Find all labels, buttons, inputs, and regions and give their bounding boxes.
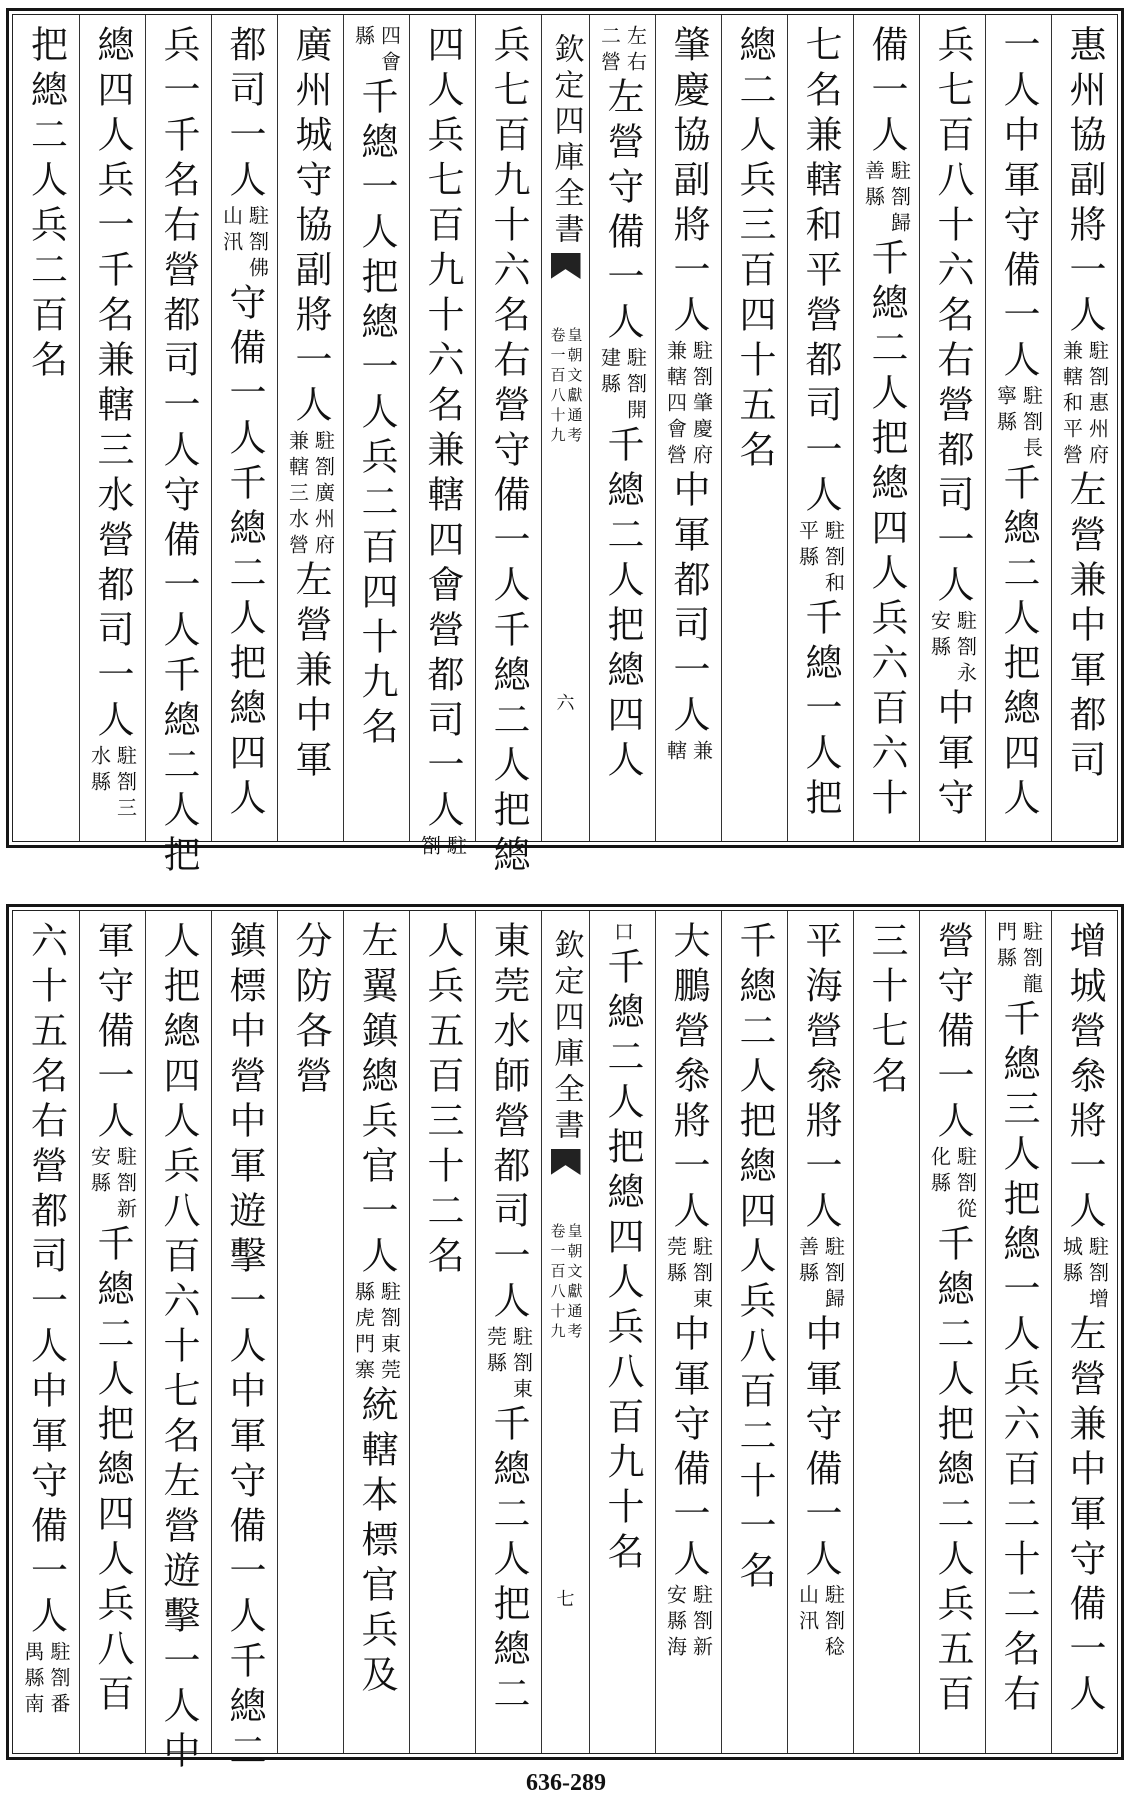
main-text: 人把總四人兵八百六十七名左營遊擊一人中 [157, 921, 200, 1776]
annotation-line: 駐劄稔 [821, 1584, 846, 1662]
text-column [721, 15, 787, 841]
text-column [145, 911, 211, 1776]
annotation-line: 寧縣 [993, 385, 1018, 437]
main-text: 兵七百八十六名右營都司一人 [931, 25, 974, 610]
main-text: 守備一人千總二人把總四人 [223, 283, 266, 823]
upper-column-row [13, 15, 1117, 880]
fishtail-mark [551, 1149, 581, 1175]
main-text: 千總二人把總四人 [601, 425, 644, 785]
main-text: 東莞水師營都司一人 [487, 921, 530, 1326]
text-column [1051, 911, 1117, 1753]
text-column [787, 15, 853, 841]
main-text: 三十七名 [865, 921, 908, 1101]
annotation-line: 兼轄和平營 [1059, 340, 1084, 470]
text-column [277, 15, 343, 841]
annotation-line: 善縣 [861, 160, 886, 212]
annotation-line: 山汛 [219, 205, 244, 257]
lower-column-row [13, 911, 1117, 1776]
annotation-note [351, 25, 403, 77]
annotation-note [483, 1326, 535, 1404]
text-column [211, 911, 277, 1776]
text-column [409, 15, 475, 861]
annotation-line: 化縣 [927, 1146, 952, 1198]
annotation-note [597, 25, 649, 77]
annotation-note [795, 520, 847, 598]
text-column [343, 15, 409, 841]
running-header [541, 15, 589, 841]
annotation-line: 駐劄東莞 [377, 1281, 402, 1385]
annotation-note [927, 610, 979, 688]
annotation-note [663, 340, 715, 470]
main-text: 肇慶協副將一人 [667, 25, 710, 340]
header-citation [549, 327, 583, 447]
annotation-line: 兼 [689, 740, 714, 766]
annotation-note [795, 1584, 847, 1662]
text-column [475, 911, 541, 1753]
annotation-line: 縣 [351, 25, 376, 51]
text-column [1051, 15, 1117, 841]
annotation-line: 安縣 [927, 610, 952, 662]
annotation-line: 平縣 [795, 520, 820, 572]
annotation-note [1059, 1236, 1111, 1314]
running-header [541, 911, 589, 1753]
text-column [211, 15, 277, 841]
main-text: 中軍守備一人 [667, 1314, 710, 1584]
annotation-note [1059, 340, 1111, 470]
annotation-line: 駐劄三 [113, 745, 138, 823]
header-title: 欽定四庫全書 [548, 929, 584, 1145]
text-column [145, 15, 211, 880]
header-volume: 卷一百八十九 [548, 327, 567, 447]
main-text: 千總二人把總四人兵六百六十 [865, 238, 908, 823]
annotation-line: 門縣 [993, 921, 1018, 973]
text-column [79, 911, 145, 1753]
fishtail-mark [551, 253, 581, 279]
annotation-note [610, 921, 636, 947]
annotation-note [927, 1146, 979, 1224]
annotation-line: 駐劄和 [821, 520, 846, 598]
main-text: 營守備一人 [931, 921, 974, 1146]
text-column [919, 15, 985, 841]
main-text: 平海營叅將一人 [799, 921, 842, 1236]
main-text: 惠州協副將一人 [1063, 25, 1106, 340]
annotation-note [663, 1236, 715, 1314]
main-text: 左營兼中軍守備一人 [1063, 1314, 1106, 1719]
annotation-line: 駐劄新 [689, 1584, 714, 1662]
main-text: 一人中軍守備一人 [997, 25, 1040, 385]
text-column [853, 911, 919, 1753]
annotation-note [861, 160, 913, 238]
annotation-line: 縣虎門寨 [351, 1281, 376, 1385]
annotation-line: 水縣 [87, 745, 112, 797]
main-text: 統轄本標官兵及 [355, 1385, 398, 1700]
upper-page-panel [6, 8, 1124, 880]
annotation-note [993, 385, 1045, 463]
text-column [79, 15, 145, 841]
main-text: 都司一人 [223, 25, 266, 205]
annotation-line: 駐劄新 [113, 1146, 138, 1224]
annotation-line: 莞縣 [483, 1326, 508, 1378]
main-text: 千總二人把總二 [487, 1404, 530, 1719]
annotation-line: 安縣海 [663, 1584, 688, 1662]
text-column [919, 911, 985, 1753]
annotation-note [795, 1236, 847, 1314]
text-column [985, 15, 1051, 841]
main-text: 增城營叅將一人 [1063, 921, 1106, 1236]
text-column [13, 15, 79, 841]
text-column [13, 911, 79, 1753]
upper-page-frame [12, 14, 1118, 880]
text-column [787, 911, 853, 1753]
annotation-line: 轄 [663, 740, 688, 766]
annotation-note [87, 745, 139, 823]
header-book-title: 皇朝文獻通考 [565, 327, 584, 447]
annotation-line: 安縣 [87, 1146, 112, 1198]
text-column [655, 911, 721, 1753]
annotation-note [20, 1641, 72, 1719]
annotation-note [219, 205, 271, 283]
annotation-line: 禺縣南 [21, 1641, 45, 1719]
header-citation [549, 1223, 583, 1343]
annotation-line: 駐劄長 [1019, 385, 1044, 463]
annotation-note [597, 347, 649, 425]
annotation-line: 二營 [597, 25, 622, 77]
text-column [277, 911, 343, 1753]
annotation-note [417, 835, 469, 861]
main-text: 千總二人把總四人 [997, 463, 1040, 823]
main-text: 千總二人把總四人兵八百 [91, 1224, 134, 1719]
annotation-line: 兼轄三水營 [285, 430, 310, 560]
annotation-line: 駐劄永 [953, 610, 978, 688]
main-text: 大鵬營叅將一人 [667, 921, 710, 1236]
annotation-note [663, 1584, 715, 1662]
main-text: 千總二人把總四人兵八百二十一名 [733, 921, 776, 1596]
annotation-line: 口 [610, 921, 635, 947]
annotation-line: 建縣 [597, 347, 622, 399]
text-column [985, 911, 1051, 1753]
main-text: 七名兼轄和平營都司一人 [799, 25, 842, 520]
main-text: 總四人兵一千名兼轄三水營都司一人 [91, 25, 134, 745]
annotation-line: 駐劄肇慶府 [689, 340, 714, 470]
annotation-line: 駐 [443, 835, 468, 861]
annotation-line: 山汛 [795, 1584, 820, 1636]
main-text: 中軍都司一人 [667, 470, 710, 740]
annotation-line: 駐劄佛 [245, 205, 270, 283]
annotation-line: 莞縣 [663, 1236, 688, 1288]
main-text: 六十五名右營都司一人中軍守備一人 [24, 921, 68, 1641]
annotation-line: 駐劄增 [1085, 1236, 1110, 1314]
header-book-title: 皇朝文獻通考 [565, 1223, 584, 1343]
main-text: 千總三人把總一人兵六百二十二名右 [997, 999, 1040, 1719]
page-footer-number: 636-289 [526, 1770, 606, 1796]
main-text: 兵七百九十六名右營守備一人千總二人把總 [487, 25, 530, 880]
text-column [853, 15, 919, 841]
lower-page-panel [6, 904, 1124, 1776]
page-number: 六 [556, 693, 575, 714]
main-text: 左營守備一人 [601, 77, 644, 347]
main-text: 人兵五百三十二名 [421, 921, 464, 1281]
annotation-line: 劄 [417, 835, 442, 861]
main-text: 軍守備一人 [91, 921, 134, 1146]
text-column [721, 911, 787, 1753]
text-column [655, 15, 721, 841]
annotation-line: 駐劄惠州府 [1085, 340, 1110, 470]
text-column [475, 15, 541, 880]
annotation-note [285, 430, 337, 560]
main-text: 千總二人把總四人兵八百九十名 [601, 947, 644, 1577]
main-text: 四人兵七百九十六名兼轄四會營都司一人 [421, 25, 464, 835]
annotation-line: 善縣 [795, 1236, 820, 1288]
annotation-line: 駐劄東 [689, 1236, 714, 1314]
main-text: 千總一人把總一人兵二百四十九名 [355, 77, 398, 752]
header-volume: 卷一百八十九 [548, 1223, 567, 1343]
main-text: 備一人 [865, 25, 908, 160]
main-text: 左營兼中軍都司 [1063, 470, 1106, 785]
annotation-line: 城縣 [1059, 1236, 1084, 1288]
main-text: 中軍守備一人 [799, 1314, 842, 1584]
text-column [589, 911, 655, 1753]
main-text: 廣州城守協副將一人 [289, 25, 332, 430]
annotation-note [993, 921, 1045, 999]
annotation-line: 駐劄番 [47, 1641, 71, 1719]
annotation-line: 駐劄東 [509, 1326, 534, 1404]
annotation-line: 駐劄歸 [887, 160, 912, 238]
main-text: 左營兼中軍 [289, 560, 332, 785]
header-title: 欽定四庫全書 [548, 33, 584, 249]
annotation-line: 駐劄開 [623, 347, 648, 425]
annotation-line: 駐劄龍 [1019, 921, 1044, 999]
text-column [589, 15, 655, 841]
annotation-line: 駐劄廣州府 [311, 430, 336, 560]
annotation-line: 四會 [377, 25, 402, 77]
main-text: 中軍守 [931, 688, 974, 823]
annotation-line: 駐劄從 [953, 1146, 978, 1224]
annotation-line: 左右 [623, 25, 648, 77]
main-text: 鎮標中營中軍遊擊一人中軍守備一人千總二 [223, 921, 266, 1776]
main-text: 千總一人把 [799, 598, 842, 823]
page-number: 七 [556, 1589, 575, 1610]
main-text: 分防各營 [289, 921, 332, 1101]
annotation-line: 駐劄歸 [821, 1236, 846, 1314]
main-text: 把總二人兵二百名 [24, 25, 68, 385]
annotation-note [351, 1281, 403, 1385]
main-text: 左翼鎮總兵官一人 [355, 921, 398, 1281]
main-text: 千總二人把總二人兵五百 [931, 1224, 974, 1719]
text-column [409, 911, 475, 1753]
annotation-note [87, 1146, 139, 1224]
text-column [343, 911, 409, 1753]
main-text: 總二人兵三百四十五名 [733, 25, 776, 475]
annotation-note [663, 740, 715, 766]
main-text: 兵一千名右營都司一人守備一人千總二人把 [157, 25, 200, 880]
annotation-line: 兼轄四會營 [663, 340, 688, 470]
lower-page-frame [12, 910, 1118, 1776]
